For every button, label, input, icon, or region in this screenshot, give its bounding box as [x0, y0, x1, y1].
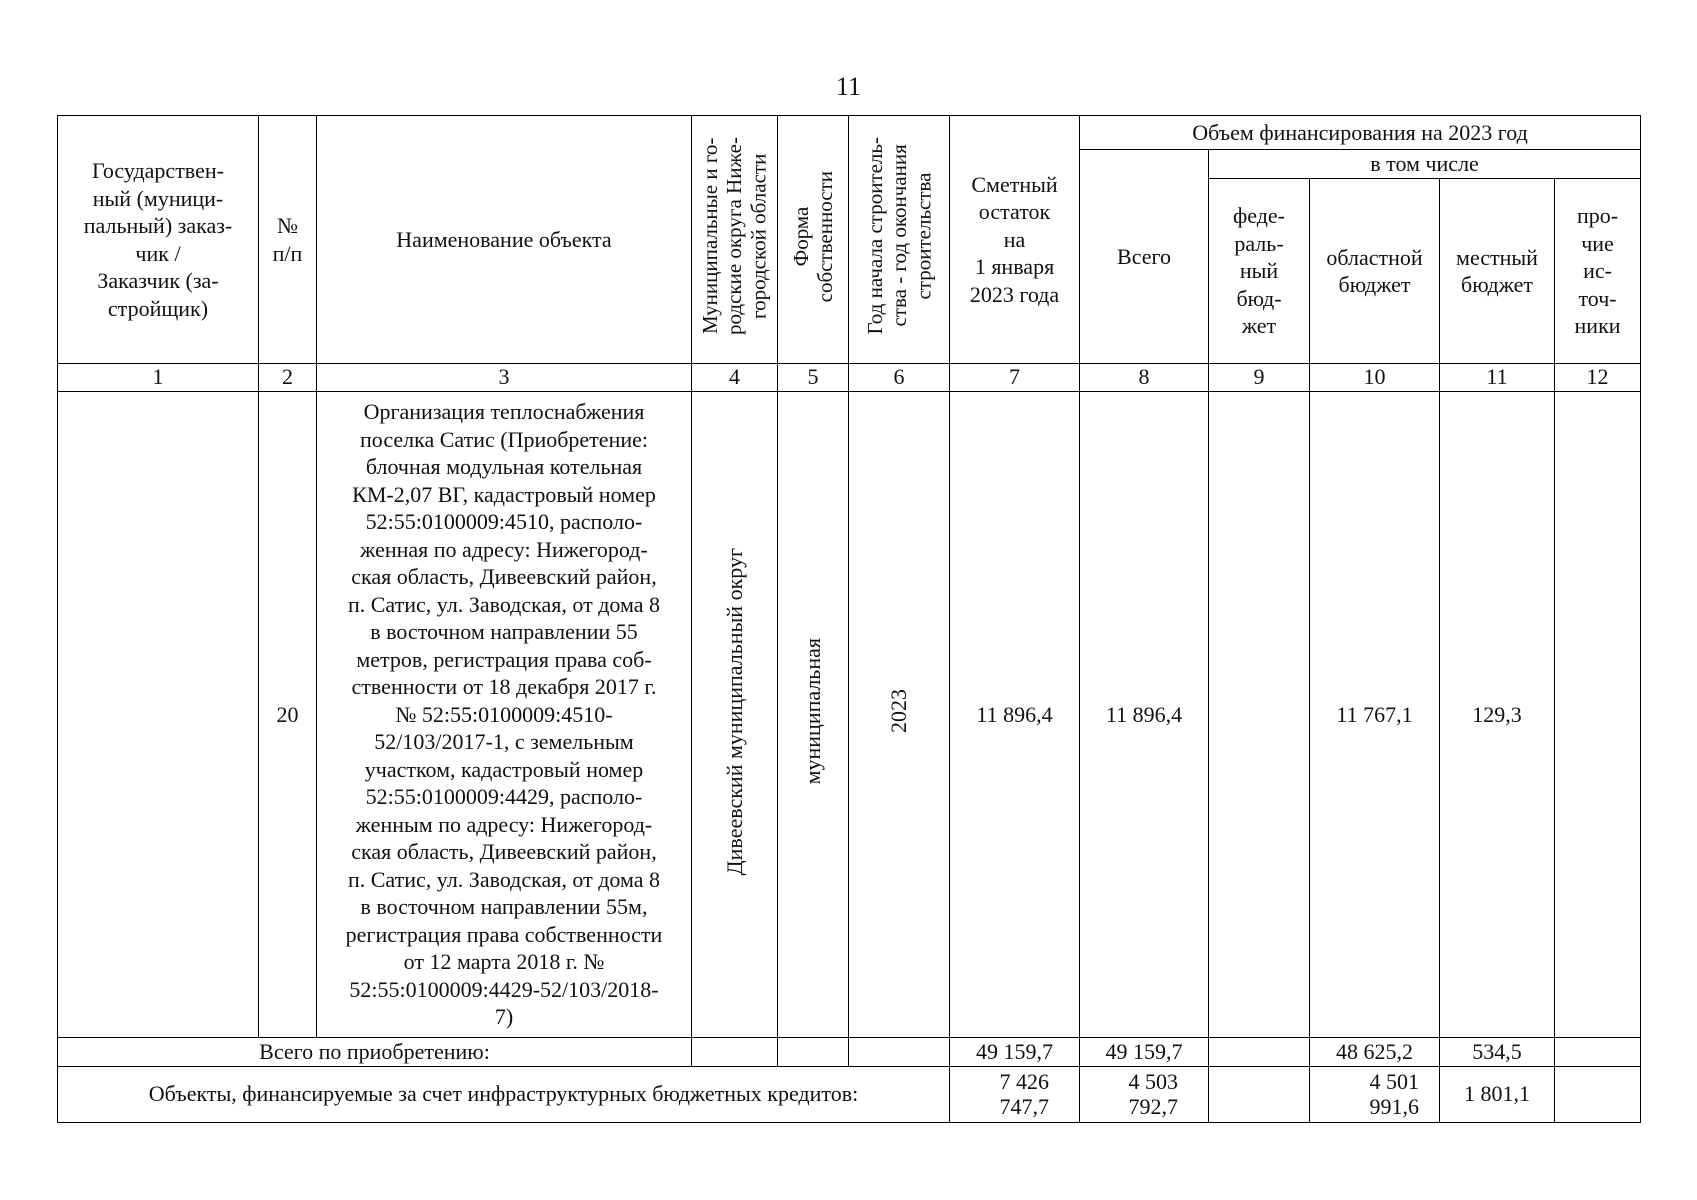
- row-other: [1555, 392, 1641, 1038]
- header-municipality: [692, 116, 778, 364]
- row-total: 11 896,4: [1080, 392, 1209, 1038]
- header-row-1: [58, 116, 1641, 150]
- row-years-text: 2023: [886, 689, 912, 734]
- column-number: 4: [692, 364, 778, 392]
- subtotal-regional: 48 625,2: [1310, 1038, 1440, 1067]
- row-years: [849, 392, 950, 1038]
- column-number: 10: [1310, 364, 1440, 392]
- column-number: 8: [1080, 364, 1209, 392]
- header-number: № п/п: [259, 116, 317, 364]
- row-balance: 11 896,4: [950, 392, 1080, 1038]
- infra-other: [1555, 1066, 1641, 1122]
- row-ownership: [778, 392, 849, 1038]
- column-number: 5: [778, 364, 849, 392]
- subtotal-empty: [778, 1038, 849, 1067]
- header-including: в том числе: [1209, 150, 1641, 179]
- subtotal-other: [1555, 1038, 1641, 1067]
- subtotal-row: [58, 1038, 1641, 1067]
- subtotal-empty: [849, 1038, 950, 1067]
- subtotal-empty: [692, 1038, 778, 1067]
- column-number: 1: [58, 364, 259, 392]
- row-municipality: [692, 392, 778, 1038]
- financing-table: [57, 115, 1641, 1123]
- header-other: про- чие ис- точ- ники: [1555, 179, 1641, 364]
- infra-total: 4 503 792,7: [1080, 1066, 1209, 1122]
- header-total: Всего: [1080, 150, 1209, 364]
- header-regional: областной бюджет: [1310, 179, 1440, 364]
- subtotal-local: 534,5: [1440, 1038, 1555, 1067]
- table-row: [58, 392, 1641, 1038]
- header-object-name: Наименование объекта: [317, 116, 692, 364]
- subtotal-total: 49 159,7: [1080, 1038, 1209, 1067]
- infra-label: Объекты, финансируемые за счет инфраструктурных бюджетных кредитов:: [58, 1066, 950, 1122]
- infra-local: 1 801,1: [1440, 1066, 1555, 1122]
- column-number: 12: [1555, 364, 1641, 392]
- column-number: 11: [1440, 364, 1555, 392]
- row-municipality-text: Дивеевский муниципальный округ: [721, 547, 747, 875]
- column-numbers-row: [58, 364, 1641, 392]
- page-number: 11: [835, 72, 862, 101]
- column-number: 3: [317, 364, 692, 392]
- header-balance: Сметный остаток на 1 января 2023 года: [950, 116, 1080, 364]
- row-local: 129,3: [1440, 392, 1555, 1038]
- header-financing: Объем финансирования на 2023 год: [1080, 116, 1641, 150]
- header-federal: феде- раль- ный бюд- жет: [1209, 179, 1310, 364]
- header-years-text: Год начала строитель- ства - год окончания строительства: [862, 137, 936, 335]
- column-number: 9: [1209, 364, 1310, 392]
- infra-federal: [1209, 1066, 1310, 1122]
- infra-row: [58, 1066, 1641, 1122]
- header-ownership: [778, 116, 849, 364]
- header-local: местный бюджет: [1440, 179, 1555, 364]
- subtotal-federal: [1209, 1038, 1310, 1067]
- header-ownership-text: Форма собственности: [788, 170, 837, 302]
- column-number: 2: [259, 364, 317, 392]
- subtotal-balance: 49 159,7: [950, 1038, 1080, 1067]
- column-number: 7: [950, 364, 1080, 392]
- row-regional: 11 767,1: [1310, 392, 1440, 1038]
- header-customer: Государствен- ный (муници- пальный) заказ- чик / Заказчик (за- стройщик): [58, 116, 259, 364]
- row-object-name: Организация теплоснабжения поселка Сатис (Приобретение: блочная модульная котельная КМ-2,07 ВГ, кадастровый номер 52:55:0100009:4510, располо- женная по адресу: Нижегород- ская область, Дивеевский район, п. Сатис, ул. Заводская, от дома 8 в восточном направлении 55 метров, регистрация права соб- ственности от 18 декабря 2017 г. № 52:55:0100009:4510- 52/103/2017-1, с земельным участком, кадастровый номер 52:55:0100009:4429, располо- женным по адресу: Нижегород- ская область, Дивеевский район, п. Сатис, ул. Заводская, от дома 8 в восточном направлении 55м, регистрация права собственности от 12 марта 2018 г. № 52:55:0100009:4429-52/103/2018- 7): [317, 392, 692, 1038]
- infra-balance: 7 426 747,7: [950, 1066, 1080, 1122]
- row-customer: [58, 392, 259, 1038]
- infra-regional: 4 501 991,6: [1310, 1066, 1440, 1122]
- row-number: 20: [259, 392, 317, 1038]
- header-municipality-text: Муниципальные и го- родские округа Ниже- городской области: [698, 137, 771, 336]
- row-federal: [1209, 392, 1310, 1038]
- row-ownership-text: муниципальная: [800, 638, 826, 785]
- header-years: [849, 116, 950, 364]
- subtotal-label: Всего по приобретению:: [58, 1038, 692, 1067]
- column-number: 6: [849, 364, 950, 392]
